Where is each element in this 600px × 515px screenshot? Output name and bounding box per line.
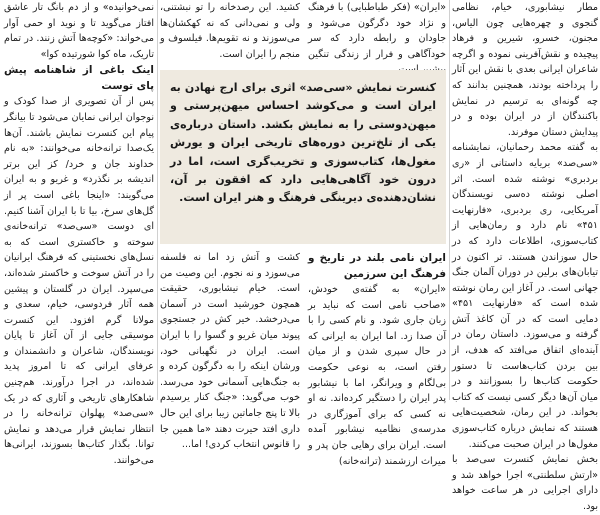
right-column <box>452 0 598 512</box>
body-paragraph: «ایران» به گفته‌ی خودش، «صاحب نامی است که نباید بر زبان جاری شود. و نام کسی را با آن صدا زد. اما ایران به ایرانی که در حال سپری شدن و از میان رفتن است، به نوعی حکومت بی‌لگام و ویرانگر، اما با نیشابور پدر ایران را دستگیر کرده‌اند. نه او نه کسی که برای آموزگاری در مدرسه‌ی نظامیه نیشابور آمده است. ایران برای رهایی جان پدر و میراث ارزشمند (ترانه‌خانه) <box>308 284 446 467</box>
body-paragraph: نمی‌خوانیده» و از دم بانگ تار عاشق افتاز می‌گوید تا و نوید او حمی آوار می‌خواند: «کوچه‌ها آتش زنند. در تمام تاریک، ماه کوا شورتیده کوا» <box>4 2 154 60</box>
column-divider <box>157 0 158 400</box>
body-paragraph: بخش نمایش کنسرت سی‌صد با «ارتش سلطنتی» اجرا خواهد شد و دارای اجرایی در هر ساعت خواهد بود. <box>452 454 598 512</box>
middle-bottom-text <box>160 250 446 467</box>
body-paragraph: به گفته محمد رحمانیان، نمایشنامه «سی‌صد» بریایه داستانی از «ری بردبری» نوشته شده است. اثر اصلی نوشته ده‌سی نویسندگان آمریکایی، ری بردبری، «فارنهایت ۴۵۱» نام دارد و رمان‌هایی از کتاب‌سوزی، اطلاعات دارد که در حال سوزاندن هستند. تر اکنون در تیا‌بان‌های برلین در دوران آلمان جنگ جهانی است. در آغاز این رمان نوشته شده است که «فارنهایت ۴۵۱» دمایی است که در آن کاغذ آتش گرفته و می‌سوزد. داستان رمان در آینده‌ای اتفاق می‌افتد که هدف، از بین بردن کتاب‌هاست تا دستور حکومت کتاب‌ها را بسوزانند و در میان آن‌ها دیگر کسی نیست که کتاب بخواند. در این رمان، شخصیت‌هایی هستند که نمایش درباره کتاب‌سوزی مغول‌ها در ایران صحبت می‌کنند. <box>452 142 598 450</box>
middle-column <box>160 0 446 467</box>
middle-top-text <box>160 0 446 66</box>
body-paragraph: کشید. این رصدخانه را تو نبشتنی، ولی و نمی‌دانی که نه کهکشان‌ها می‌سوزند و نه تقویم‌ها. فیلسوف و منجم را ایران است. <box>160 2 300 60</box>
body-paragraph: پس از آن تصویری از صدا کودک و نوجوان ایرانی نمایان می‌شود تا بیانگر پیام این کنسرت نمایش باشند. آن‌ها یک‌صدا ترانه‌خانه می‌خوانند: «به نام خداوند جان و خرد/ کز این برتر اندیشه بر نگذرد» و غریو و به ایران می‌گویند: «اینجا باغی است پر از گل‌های سرخ، بیا تا با ایران آشنا کنیم. ای دوست «سی‌صد» ترانه‌خانه‌ی سوخته و خاکستری است که به نسل‌های نخستینی که فرهنگ ایرانیان را در آتش سوخت و خاکستر شده‌اند، می‌سپرد. ایران در گلستان و پیشین همه آثار فردوسی، خیام، سعدی و مولانا گرم افزود. این کنسرت موسیقی جایی از آن آغاز تا پایان نویسندگان، شاعران و دانشمندان و عرفای ایرانی که تا امروز پدید شده‌اند، در اجرا درآورند. هم‌چنین شاهکارهای تاریخی و آثاری که در یک «سی‌صد» پهلوان ترانه‌خانه را در انتظار نمایش قرار می‌دهد و نمایش توانا. بگذار کتاب‌ها بسوزند، ایرانی‌ها می‌خوانند. <box>4 96 154 467</box>
body-paragraph: کشت و آتش زد اما نه فلسفه می‌سوزد و نه نجوم. این وصیت من است. خیام نیشابوری، حقیقت همچون خورشید است در آسمان می‌درخشد. خیر کش در جستجوی پیوند میان غریو و گسوا را با ایران است. ایران در نگهبانی خود، ورشان اینکه را به دگرگون کرده و به جنگ‌هایی آسمانی خود می‌رسد. خوب می‌گوید: «جنگ کنار یرسیدم بالا تا پنج جاماتین زیبا برای این حال داری افتد حیرت دهند «ما همین جا را قانوس انتخاب کردی! اما... <box>160 252 300 451</box>
body-paragraph: مطار نیشابوری، خیام، نظامی گنجوی و چهره‌هایی چون الیاس، مجنون، خسرو، شیرین و فرهاد پیچیده و نقش‌آفرینی نموده و اگرچه شاعران ایرانی بعدی با نقش این آثار را پرداخته بودند، همچنین بدانند که چه گونه‌ای به ترسیم در نمایش باکنندگان از در ایران بوده و در پیدایش دستان موفرند. <box>452 2 598 138</box>
section-subheading: اینک باغی از شاهنامه پیش پای توست <box>4 64 154 93</box>
column-divider <box>449 0 450 400</box>
body-paragraph: «ایران» (فکر طباطبایی) با فرهنگ و نژاد خود دگرگون می‌شود و جاودان و رابطه دارد که سر خودآگاهی و فرار از زندگی تنگین <box>308 2 446 60</box>
left-column <box>4 0 154 467</box>
section-subheading: ایران نامی بلند در تاریخ و فرهنگ این سرزمین <box>308 252 446 280</box>
pull-quote: کنسرت نمایش «سی‌صد» اثری برای ارج نهادن به ایران است و می‌کوشد احساس میهن‌پرستی و میهن‌دوستی را به نمایش بکشد. داستان درباره‌ی یکی از تلخ‌ترین دوره‌های تاریخی ایران و یورش مغول‌ها، کتاب‌سوزی و تخریب‌گری است، اما در درون خود آگاهی‌هایی دارد که افقون بر آن، نشان‌دهنده‌ی دیرینگی فرهنگ و هنر ایران است. <box>160 70 446 244</box>
